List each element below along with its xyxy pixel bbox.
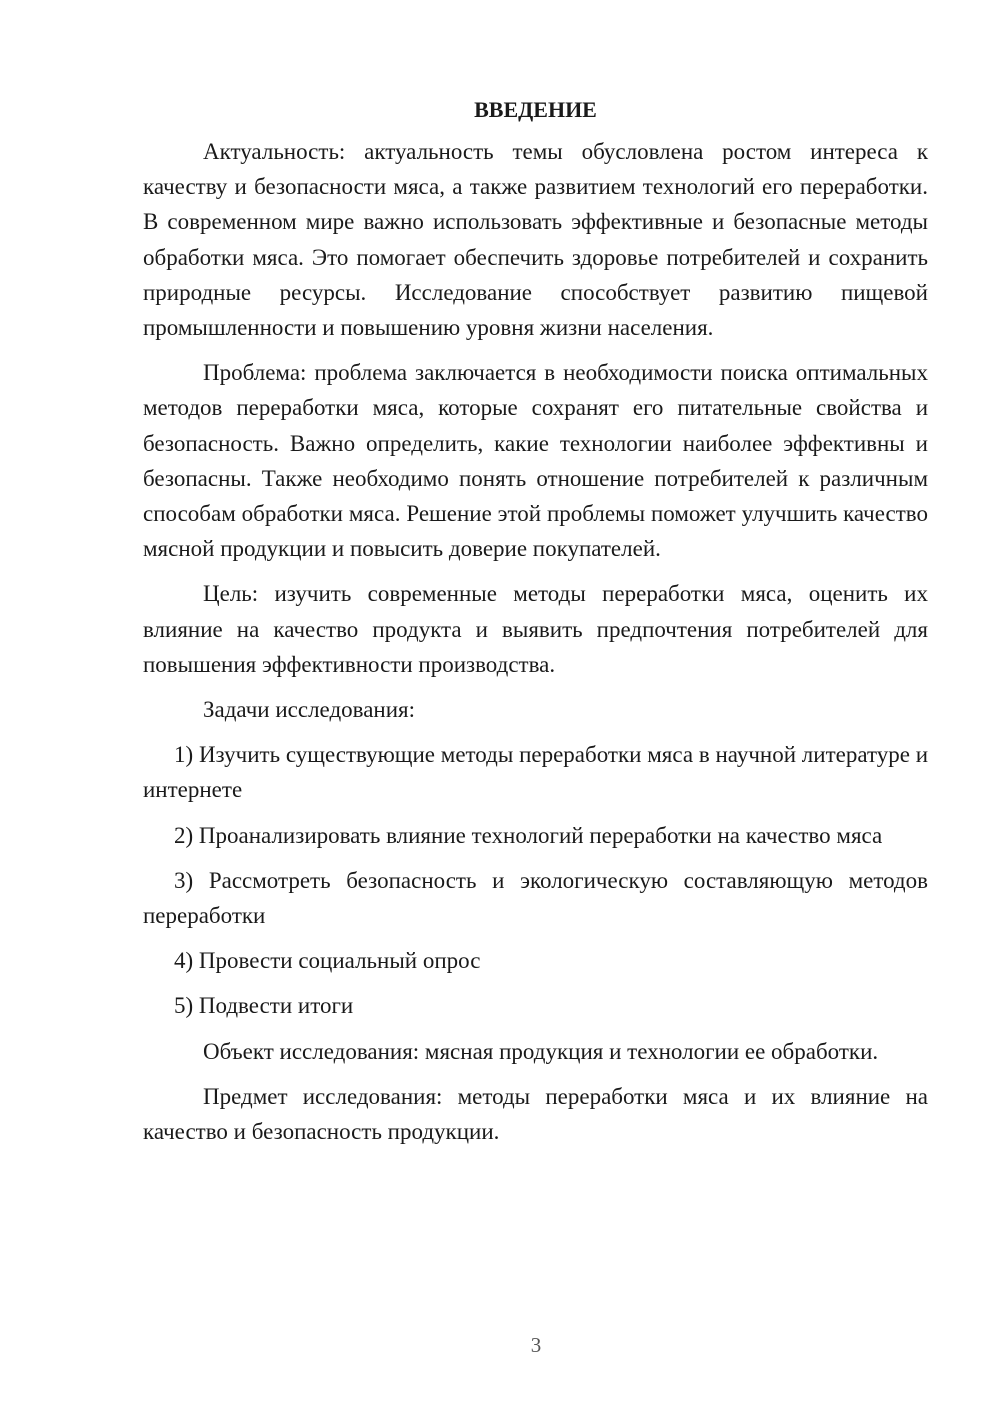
page-number: 3 [530, 1333, 542, 1357]
task-item: 3) Рассмотреть безопасность и экологическую составляющую методов переработки [143, 867, 928, 929]
document-page [143, 92, 928, 1159]
object-paragraph: Объект исследования: мясная продукция и технологии ее обработки. [203, 1038, 879, 1064]
problem-paragraph: Проблема: проблема заключается в необходимости поиска оптимальных методов переработки мяса, которые сохранят его питательные свойства и безопасность. Важно определить, какие технологии наиболее эффективны и безопасны. Также необходимо понять отношение потребителей к различным способам обработки мяса. Решение этой проблемы поможет улучшить качество мясной продукции и повысить доверие покупателей. [143, 360, 928, 562]
goal-paragraph: Цель: изучить современные методы переработки мяса, оценить их влияние на качество продукта и выявить предпочтения потребителей для повышения эффективности производства. [143, 581, 928, 677]
task-item: 5) Подвести итоги [174, 993, 354, 1019]
relevance-paragraph: Актуальность: актуальность темы обусловлена ростом интереса к качеству и безопасности мяса, а также развитием технологий его переработки. В современном мире важно использовать эффективные и безопасные методы обработки мяса. Это помогает обеспечить здоровье потребителей и сохранить природные ресурсы. Исследование способствует развитию пищевой промышленности и повышению уровня жизни населения. [143, 139, 928, 341]
tasks-heading: Задачи исследования: [203, 697, 416, 723]
subject-paragraph: Предмет исследования: методы переработки мяса и их влияние на качество и безопасность продукции. [143, 1083, 928, 1145]
task-item: 1) Изучить существующие методы переработки мяса в научной литературе и интернете [143, 742, 928, 803]
task-item: 2) Проанализировать влияние технологий переработки на качество мяса [174, 822, 883, 848]
page-title: ВВЕДЕНИЕ [474, 97, 597, 122]
task-item: 4) Провести социальный опрос [174, 948, 481, 974]
